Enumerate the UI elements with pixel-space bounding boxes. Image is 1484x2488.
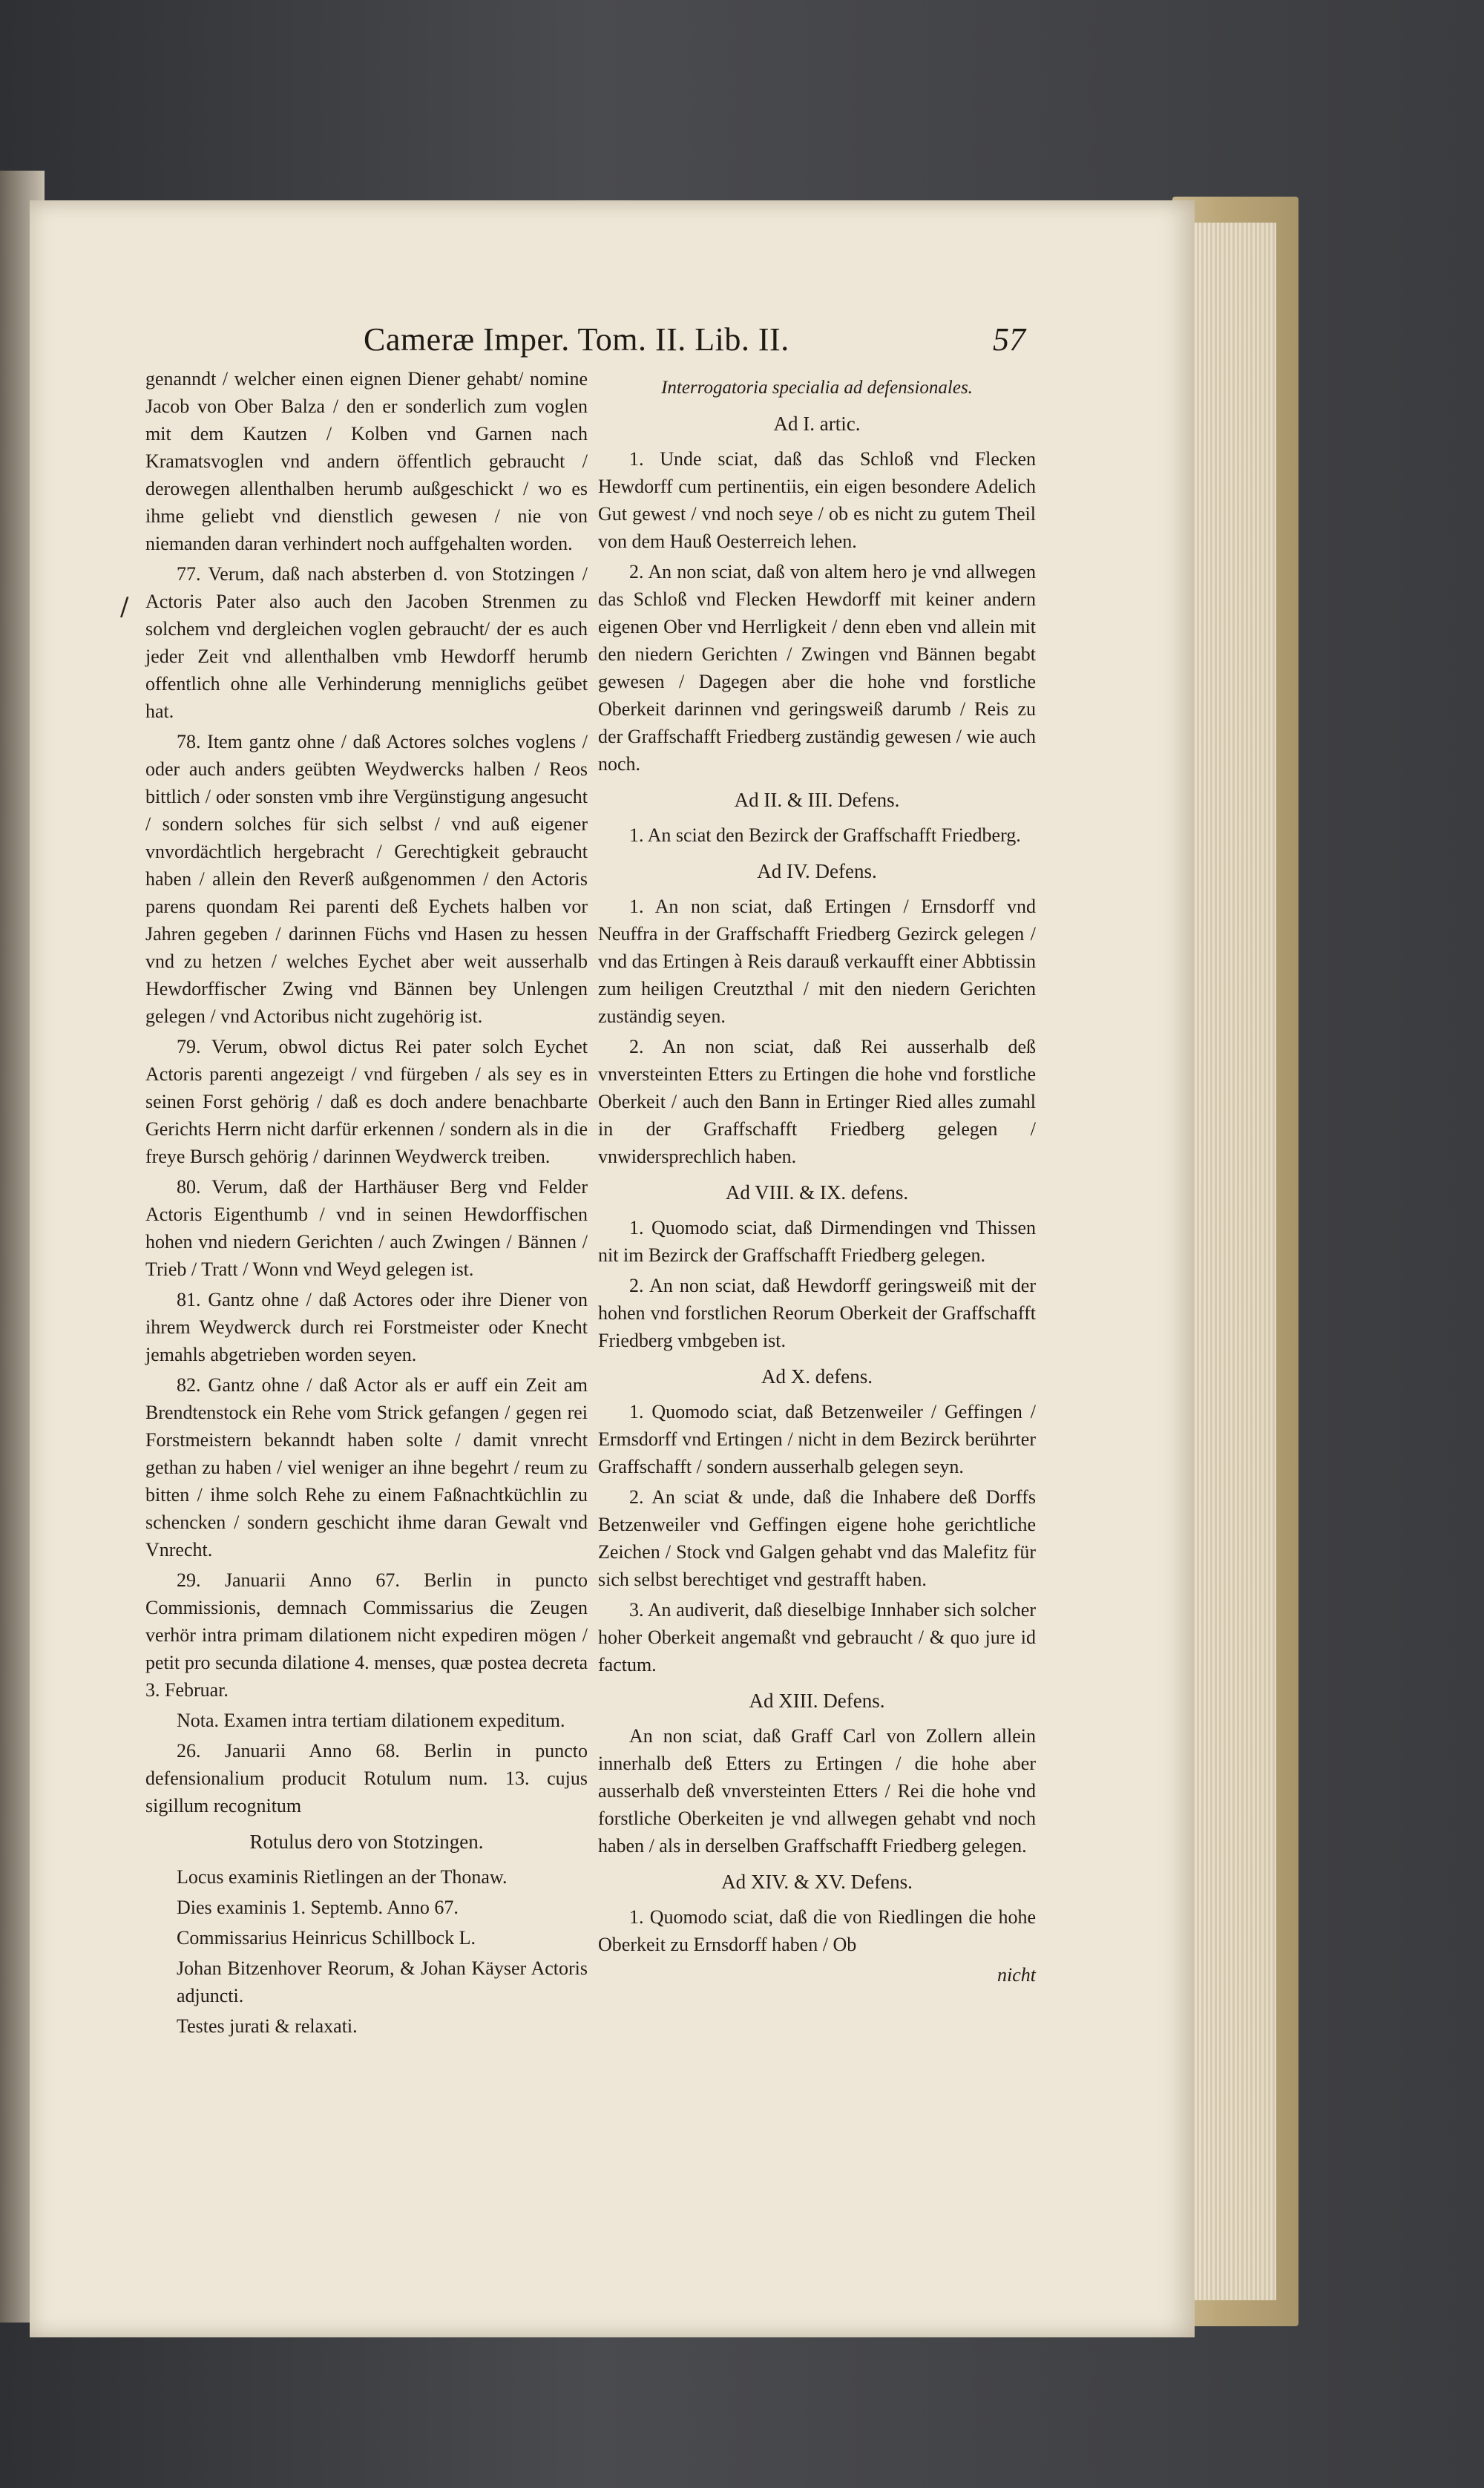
paragraph: 1. An non sciat, daß Ertingen / Ernsdorff vnd Neuffra in der Graffschafft Friedberg Gezirck gelegen / vnd das Ertingen à Reis darauß verkaufft einer Abbtissin zum heiligen Creutzthal / mit den niedern Gerichten zuständig seyen.: [598, 896, 1036, 1027]
section-heading: Ad XIV. & XV. Defens.: [721, 1871, 913, 1893]
paragraph: 1. Quomodo sciat, daß die von Riedlingen die hohe Oberkeit zu Ernsdorff haben / Ob: [598, 1906, 1036, 1955]
paragraph: 2. An sciat & unde, daß die Inhabere deß Dorffs Betzenweiler vnd Geffingen eigene hohe gerichtliche Zeichen / Stock vnd Galgen gehabt vnd das Malefitz für sich selbst berechtiget vnd gestrafft haben.: [598, 1486, 1036, 1590]
column-intro-heading: Interrogatoria specialia ad defensionales.: [661, 378, 973, 398]
left-column: [145, 365, 588, 2043]
section-heading: Ad X. defens.: [761, 1365, 873, 1388]
paragraph: 79. Verum, obwol dictus Rei pater solch Eychet Actoris parenti angezeigt / vnd fürgeben / als sey es in seinen Forst gehörig / daß es doch andere benachbarte Gerichts Herrn nicht darfür erkennen / sondern als in die freye Bursch gehörig / darinnen Weydwerck treiben.: [145, 1036, 588, 1167]
list-item: Dies examinis 1. Septemb. Anno 67.: [177, 1897, 459, 1918]
paragraph: 2. An non sciat, daß Hewdorff geringsweiß mit der hohen vnd forstlichen Reorum Oberkeit der Graffschafft Friedberg vmbgeben ist.: [598, 1275, 1036, 1351]
right-column: [598, 365, 1036, 1992]
paragraph: Nota. Examen intra tertiam dilationem expeditum.: [177, 1710, 565, 1731]
paragraph: 1. An sciat den Bezirck der Graffschafft Friedberg.: [629, 824, 1021, 846]
paragraph: 2. An non sciat, daß von altem hero je vnd allwegen das Schloß vnd Flecken Hewdorff mit keiner andern eigenen Ober vnd Herrligkeit / denn eben vnd allein mit den niedern Gerichten / Zwingen vnd Bännen begabt gewesen / Dagegen aber die hohe vnd forstliche Oberkeit darinnen vnd geringsweiß darumb / Reis zu der Graffschafft Friedberg zuständig gewesen / wie auch noch.: [598, 561, 1036, 775]
paragraph: 81. Gantz ohne / daß Actores oder ihre Diener von ihrem Weydwerck durch rei Forstmeister oder Knecht jemahls abgetrieben worden seyen.: [145, 1289, 588, 1365]
catchword: nicht: [997, 1964, 1036, 1986]
paragraph: 1. Quomodo sciat, daß Betzenweiler / Geffingen / Ermsdorff vnd Ertingen / nicht in dem Bezirck berührter Graffschafft / sondern ausserhalb gelegen seyn.: [598, 1401, 1036, 1477]
paragraph: 80. Verum, daß der Harthäuser Berg vnd Felder Actoris Eigenthumb / vnd in seinen Hewdorffischen hohen vnd niedern Gerichten / auch Zwingen / Bännen / Trieb / Tratt / Wonn vnd Weyd gelegen ist.: [145, 1176, 588, 1280]
paragraph: 77. Verum, daß nach absterben d. von Stotzingen / Actoris Pater also auch den Jacoben Strenmen zu solchem vnd dergleichen voglen gebraucht/ der es auch jeder Zeit vnd allenthalben vmb Hewdorff herumb offentlich ohne alle Verhinderung menniglichs geübet hat.: [145, 563, 588, 722]
paragraph: genanndt / welcher einen eignen Diener gehabt/ nomine Jacob von Ober Balza / den er sonderlich zum voglen mit dem Kautzen / Kolben vnd Garnen nach Kramatsvoglen vnd andern öffentlich gebraucht / derowegen allenthalben herumb außgeschickt / wo es ihme geliebt vnd dienstlich gewesen / nie von niemanden daran verhindert noch auffgehalten worden.: [145, 368, 588, 554]
examination-details: [145, 1863, 588, 2040]
section-heading: Rotulus dero von Stotzingen.: [249, 1831, 484, 1853]
paragraph: 82. Gantz ohne / daß Actor als er auff ein Zeit am Brendtenstock ein Rehe vom Strick gefangen / gegen rei Forstmeistern bekanndt haben solte / damit vnrecht gethan zu haben / viel weniger an ihne begehrt / reum zu bitten / ihme solch Rehe zu einem Faßnachtküchlin zu schencken / sondern geschicht ihme daran Gewalt vnd Vnrecht.: [145, 1374, 588, 1560]
paragraph: 1. Unde sciat, daß das Schloß vnd Flecken Hewdorff cum pertinentiis, ein eigen besondere Adelich Gut gewest / vnd noch seye / ob es nicht zu gutem Theil von dem Hauß Oesterreich lehen.: [598, 448, 1036, 552]
paragraph: 2. An non sciat, daß Rei ausserhalb deß vnversteinten Etters zu Ertingen die hohe vnd forstliche Oberkeit / auch den Bann in Ertinger Ried alles zumahl in der Graffschafft Friedberg gelegen / vnwidersprechlich haben.: [598, 1036, 1036, 1167]
paragraph: 29. Januarii Anno 67. Berlin in puncto Commissionis, demnach Commissarius die Zeugen verhör intra primam dilationem nicht expediren mögen / petit pro secunda dilatione 4. menses, quæ postea decreta 3. Februar.: [145, 1569, 588, 1701]
paragraph: 78. Item gantz ohne / daß Actores solches voglens / oder auch anders geübten Weydwercks halben / Reos bittlich / oder sonsten vmb ihre Vergünstigung angesucht / sondern solches für sich selbst / vnd auß eigener vnvordächtlich hergebracht / Gerechtigkeit gebraucht haben / allein den Reverß außgenommen / den Actoris parens quondam Rei parenti deß Eychets halben vor Jahren gegeben / darinnen Füchs vnd Hasen zu hessen vnd zu hetzen / welches Eychet aber weit ausserhalb Hewdorffischer Zwing vnd Bännen bey Unlengen gelegen / vnd Actoribus nicht zugehörig ist.: [145, 731, 588, 1027]
paragraph: 26. Januarii Anno 68. Berlin in puncto defensionalium producit Rotulum num. 13. cujus sigillum recognitum: [145, 1740, 588, 1816]
list-item: Commissarius Heinricus Schillbock L.: [177, 1927, 476, 1949]
page-number: 57: [993, 321, 1025, 358]
list-item: Locus examinis Rietlingen an der Thonaw.: [177, 1866, 508, 1888]
running-title: Cameræ Imper. Tom. II. Lib. II.: [364, 321, 789, 358]
section-heading: Ad I. artic.: [773, 413, 861, 435]
list-item: Testes jurati & relaxati.: [177, 2015, 358, 2037]
paragraph: 1. Quomodo sciat, daß Dirmendingen vnd Thissen nit im Bezirck der Graffschafft Friedberg gelegen.: [598, 1217, 1036, 1266]
paragraph: An non sciat, daß Graff Carl von Zollern allein innerhalb deß Etters zu Ertingen / die hohe aber ausserhalb deß vnversteinten Etters / Rei die hohe vnd forstliche Oberkeiten je vnd allwegen gehabt vnd noch haben / als in derselben Graffschafft Friedberg gelegen.: [598, 1725, 1036, 1857]
list-item: Johan Bitzenhover Reorum, & Johan Käyser Actoris adjuncti.: [177, 1957, 588, 2006]
section-heading: Ad IV. Defens.: [757, 860, 877, 882]
section-heading: Ad XIII. Defens.: [749, 1690, 885, 1712]
section-heading: Ad VIII. & IX. defens.: [725, 1181, 909, 1204]
paragraph: 3. An audiverit, daß dieselbige Innhaber sich solcher hoher Oberkeit angemaßt vnd gebraucht / & quo jure id factum.: [598, 1599, 1036, 1675]
page-edges: [1195, 223, 1276, 2300]
section-heading: Ad II. & III. Defens.: [734, 789, 900, 811]
margin-mark: /: [120, 592, 129, 622]
